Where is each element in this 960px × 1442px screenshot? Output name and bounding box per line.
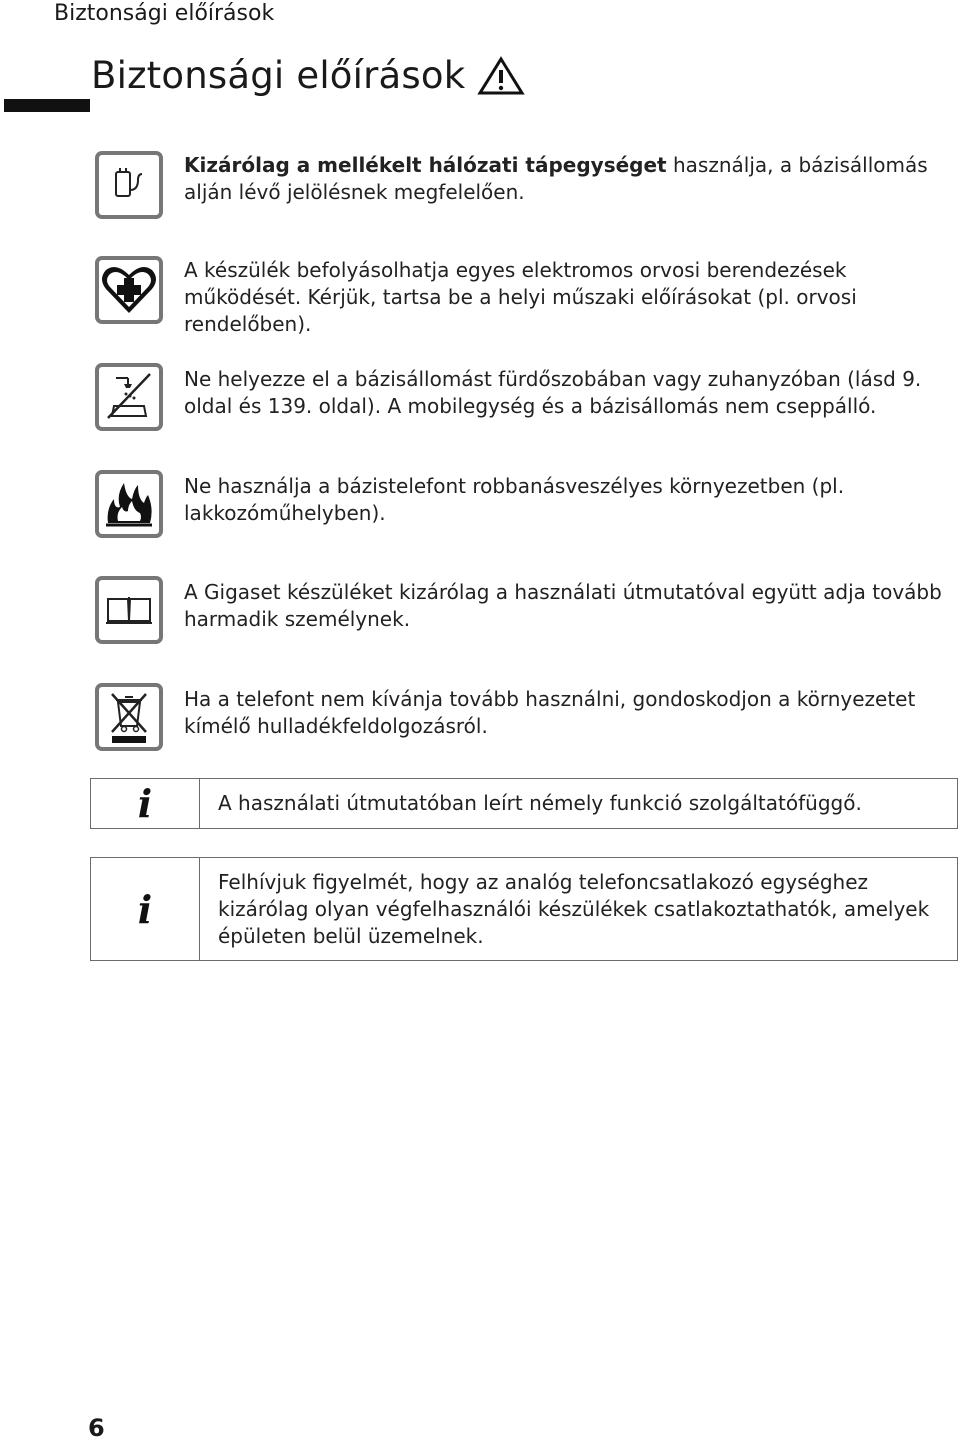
- no-shower-icon: [94, 362, 164, 432]
- manual-book-icon: [94, 575, 164, 645]
- notice-text: Ne használja a bázistelefont robbanásveszélyes környezetben (pl. lakkozóműhelyben).: [184, 474, 845, 525]
- notice-explosion: [94, 469, 960, 541]
- medical-heart-icon: [94, 255, 164, 325]
- page-title: [91, 52, 525, 100]
- notice-text: Ne helyezze el a bázisállomást fürdőszobában vagy zuhanyzóban (lásd 9. oldal és 139. oldal). A mobilegység és a bázisállomás nem cseppálló.: [184, 367, 922, 418]
- power-adapter-icon: [94, 150, 164, 220]
- notice-medical: [94, 255, 960, 336]
- notice-text: Ha a telefont nem kívánja tovább használni, gondoskodjon a környezetet kímélő hulladékfeldolgozásról.: [184, 687, 916, 738]
- notice-manual: [94, 575, 960, 647]
- explosion-fire-icon: [94, 469, 164, 539]
- warning-triangle-icon: [477, 56, 525, 96]
- notice-no-shower: [94, 362, 960, 434]
- info-text: A használati útmutatóban leírt némely funkció szolgáltatófüggő.: [218, 791, 862, 815]
- crossed-bin-icon: [94, 682, 164, 752]
- notice-disposal: [94, 682, 960, 754]
- notice-text: [184, 152, 960, 206]
- info-text: Felhívjuk figyelmét, hogy az analóg telefoncsatlakozó egységhez kizárólag olyan végfelhasználói készülékek csatlakoztathatók, amelyek épületen belül üzemelnek.: [218, 869, 930, 948]
- info-icon: i: [91, 858, 200, 960]
- notice-power-adapter: [94, 150, 960, 222]
- title-rule: [4, 99, 90, 112]
- info-icon: i: [91, 779, 200, 828]
- info-box-service: [90, 778, 958, 829]
- page-number: 6: [88, 1414, 105, 1442]
- notice-body-text: használja, a bázisállomás alján lévő jelölésnek megfelelően.: [184, 153, 928, 204]
- notice-text: A Gigaset készüléket kizárólag a használati útmutatóval együtt adja tovább harmadik személynek.: [184, 580, 942, 631]
- notice-bold-text: Kizárólag a mellékelt hálózati tápegységet: [184, 153, 667, 177]
- notice-text: A készülék befolyásolhatja egyes elektromos orvosi berendezések működését. Kérjük, tartsa be a helyi műszaki előírásokat (pl. orvosi rendelőben).: [184, 258, 857, 336]
- page-title-text: Biztonsági előírások: [91, 54, 466, 97]
- info-box-analog: [90, 857, 958, 961]
- running-header: Biztonsági előírások: [54, 1, 275, 26]
